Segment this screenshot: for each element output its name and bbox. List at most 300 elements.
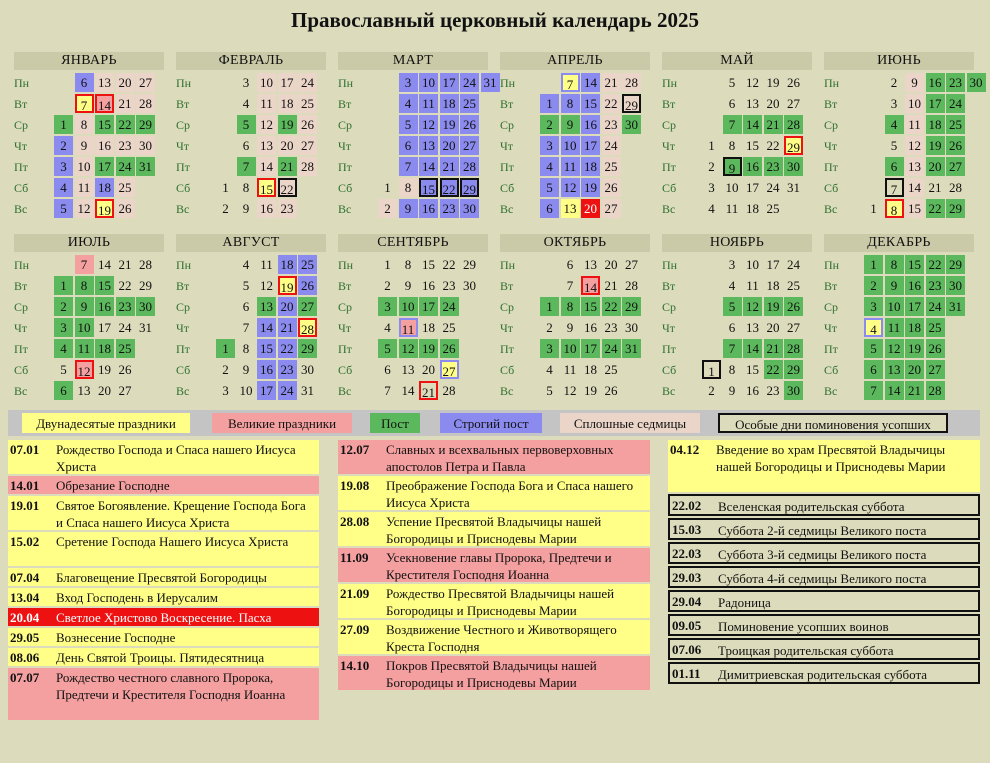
calendar-day[interactable]: 9 bbox=[885, 276, 904, 295]
calendar-day[interactable]: 26 bbox=[460, 115, 479, 134]
calendar-day[interactable]: 1 bbox=[54, 115, 73, 134]
calendar-day[interactable]: 4 bbox=[242, 96, 250, 111]
calendar-day[interactable]: 3 bbox=[890, 96, 898, 111]
calendar-day[interactable]: 2 bbox=[546, 320, 553, 335]
calendar-day[interactable]: 1 bbox=[384, 257, 391, 272]
calendar-day[interactable]: 1 bbox=[870, 201, 877, 216]
calendar-day[interactable]: 17 bbox=[766, 257, 780, 272]
calendar-day[interactable]: 16 bbox=[419, 199, 438, 218]
calendar-day[interactable]: 22 bbox=[764, 360, 783, 379]
calendar-day[interactable]: 24 bbox=[460, 73, 479, 92]
calendar-day[interactable]: 12 bbox=[563, 383, 577, 398]
calendar-day[interactable]: 2 bbox=[540, 115, 559, 134]
calendar-day[interactable]: 22 bbox=[602, 94, 621, 113]
calendar-day[interactable]: 28 bbox=[926, 381, 945, 400]
calendar-day[interactable]: 18 bbox=[584, 362, 597, 377]
calendar-day[interactable]: 30 bbox=[136, 136, 155, 155]
calendar-day[interactable]: 26 bbox=[118, 362, 132, 377]
calendar-day[interactable]: 29 bbox=[784, 360, 803, 379]
calendar-day[interactable]: 14 bbox=[581, 73, 600, 92]
calendar-day[interactable]: 5 bbox=[723, 297, 742, 316]
calendar-day[interactable]: 29 bbox=[136, 115, 155, 134]
calendar-day[interactable]: 18 bbox=[440, 94, 459, 113]
calendar-day[interactable]: 6 bbox=[864, 360, 883, 379]
calendar-day[interactable]: 17 bbox=[926, 94, 945, 113]
calendar-day[interactable]: 12 bbox=[75, 199, 94, 218]
calendar-day[interactable]: 22 bbox=[440, 178, 459, 197]
calendar-day[interactable]: 16 bbox=[95, 136, 114, 155]
calendar-day[interactable]: 23 bbox=[278, 199, 297, 218]
calendar-day[interactable]: 22 bbox=[926, 255, 945, 274]
calendar-day[interactable]: 10 bbox=[257, 73, 276, 92]
calendar-day[interactable]: 11 bbox=[885, 318, 904, 337]
calendar-day[interactable]: 27 bbox=[298, 136, 317, 155]
calendar-day[interactable]: 5 bbox=[237, 115, 256, 134]
calendar-day[interactable]: 24 bbox=[946, 94, 965, 113]
calendar-day[interactable]: 12 bbox=[399, 339, 418, 358]
calendar-day[interactable]: 30 bbox=[622, 115, 641, 134]
calendar-day[interactable]: 23 bbox=[766, 383, 780, 398]
calendar-day[interactable]: 8 bbox=[728, 138, 736, 153]
calendar-day[interactable]: 5 bbox=[864, 339, 883, 358]
calendar-day[interactable]: 2 bbox=[384, 278, 391, 293]
calendar-day[interactable]: 19 bbox=[764, 297, 783, 316]
calendar-day[interactable]: 4 bbox=[546, 362, 553, 377]
calendar-day[interactable]: 31 bbox=[787, 180, 800, 195]
calendar-day[interactable]: 21 bbox=[118, 257, 132, 272]
calendar-day[interactable]: 9 bbox=[728, 383, 736, 398]
calendar-day[interactable]: 26 bbox=[926, 339, 945, 358]
calendar-day[interactable]: 13 bbox=[885, 360, 904, 379]
calendar-day[interactable]: 4 bbox=[399, 94, 418, 113]
calendar-day[interactable]: 5 bbox=[728, 75, 736, 90]
calendar-day[interactable]: 16 bbox=[257, 199, 276, 218]
calendar-day[interactable]: 19 bbox=[766, 75, 780, 90]
calendar-day[interactable]: 31 bbox=[301, 383, 314, 398]
calendar-day[interactable]: 12 bbox=[905, 136, 924, 155]
calendar-day[interactable]: 27 bbox=[118, 383, 132, 398]
calendar-day[interactable]: 1 bbox=[540, 297, 559, 316]
calendar-day[interactable]: 18 bbox=[95, 178, 114, 197]
calendar-day[interactable]: 28 bbox=[298, 318, 317, 337]
calendar-day[interactable]: 7 bbox=[561, 73, 580, 92]
calendar-day[interactable]: 13 bbox=[561, 199, 580, 218]
calendar-day[interactable]: 29 bbox=[139, 278, 152, 293]
calendar-day[interactable]: 23 bbox=[442, 278, 456, 293]
calendar-day[interactable]: 6 bbox=[728, 96, 736, 111]
calendar-day[interactable]: 7 bbox=[384, 383, 391, 398]
calendar-day[interactable]: 28 bbox=[949, 180, 962, 195]
calendar-day[interactable]: 14 bbox=[905, 178, 924, 197]
calendar-day[interactable]: 15 bbox=[95, 276, 114, 295]
calendar-day[interactable]: 16 bbox=[257, 360, 276, 379]
calendar-day[interactable]: 24 bbox=[602, 136, 621, 155]
calendar-day[interactable]: 7 bbox=[723, 115, 742, 134]
calendar-day[interactable]: 18 bbox=[278, 94, 297, 113]
calendar-day[interactable]: 10 bbox=[905, 94, 924, 113]
calendar-day[interactable]: 21 bbox=[764, 339, 783, 358]
calendar-day[interactable]: 15 bbox=[581, 94, 600, 113]
calendar-day[interactable]: 22 bbox=[278, 339, 297, 358]
calendar-day[interactable]: 3 bbox=[540, 136, 559, 155]
calendar-day[interactable]: 7 bbox=[885, 178, 904, 197]
calendar-day[interactable]: 27 bbox=[440, 360, 459, 379]
calendar-day[interactable]: 6 bbox=[566, 257, 574, 272]
calendar-day[interactable]: 16 bbox=[584, 320, 597, 335]
calendar-day[interactable]: 25 bbox=[766, 201, 780, 216]
calendar-day[interactable]: 8 bbox=[242, 341, 250, 356]
calendar-day[interactable]: 3 bbox=[864, 297, 883, 316]
calendar-day[interactable]: 25 bbox=[442, 320, 456, 335]
calendar-day[interactable]: 25 bbox=[460, 94, 479, 113]
calendar-day[interactable]: 4 bbox=[54, 178, 73, 197]
calendar-day[interactable]: 8 bbox=[561, 94, 580, 113]
calendar-day[interactable]: 17 bbox=[440, 73, 459, 92]
calendar-day[interactable]: 21 bbox=[278, 157, 297, 176]
calendar-day[interactable]: 5 bbox=[54, 199, 73, 218]
calendar-day[interactable]: 30 bbox=[463, 278, 476, 293]
calendar-day[interactable]: 25 bbox=[602, 157, 621, 176]
calendar-day[interactable]: 28 bbox=[622, 73, 641, 92]
calendar-day[interactable]: 20 bbox=[905, 360, 924, 379]
calendar-day[interactable]: 12 bbox=[743, 297, 762, 316]
calendar-day[interactable]: 2 bbox=[708, 159, 715, 174]
calendar-day[interactable]: 24 bbox=[766, 180, 780, 195]
calendar-day[interactable]: 21 bbox=[602, 73, 621, 92]
calendar-day[interactable]: 23 bbox=[604, 320, 618, 335]
calendar-day[interactable]: 2 bbox=[378, 199, 397, 218]
calendar-day[interactable]: 28 bbox=[784, 339, 803, 358]
calendar-day[interactable]: 26 bbox=[784, 297, 803, 316]
calendar-day[interactable]: 11 bbox=[419, 94, 438, 113]
calendar-day[interactable]: 11 bbox=[260, 257, 273, 272]
calendar-day[interactable]: 12 bbox=[257, 115, 276, 134]
calendar-day[interactable]: 4 bbox=[708, 201, 715, 216]
calendar-day[interactable]: 9 bbox=[566, 320, 574, 335]
calendar-day[interactable]: 4 bbox=[885, 115, 904, 134]
calendar-day[interactable]: 4 bbox=[728, 278, 736, 293]
calendar-day[interactable]: 6 bbox=[75, 73, 94, 92]
calendar-day[interactable]: 31 bbox=[946, 297, 965, 316]
calendar-day[interactable]: 31 bbox=[622, 339, 641, 358]
calendar-day[interactable]: 12 bbox=[75, 360, 94, 379]
calendar-day[interactable]: 24 bbox=[787, 257, 800, 272]
calendar-day[interactable]: 26 bbox=[116, 199, 135, 218]
calendar-day[interactable]: 18 bbox=[766, 278, 780, 293]
calendar-day[interactable]: 8 bbox=[75, 115, 94, 134]
calendar-day[interactable]: 31 bbox=[481, 73, 500, 92]
calendar-day[interactable]: 9 bbox=[242, 362, 250, 377]
calendar-day[interactable]: 19 bbox=[278, 115, 297, 134]
calendar-day[interactable]: 10 bbox=[419, 73, 438, 92]
calendar-day[interactable]: 30 bbox=[967, 73, 986, 92]
calendar-day[interactable]: 29 bbox=[784, 136, 803, 155]
calendar-day[interactable]: 14 bbox=[98, 257, 111, 272]
calendar-day[interactable]: 9 bbox=[723, 157, 742, 176]
calendar-day[interactable]: 18 bbox=[581, 157, 600, 176]
calendar-day[interactable]: 3 bbox=[708, 180, 715, 195]
calendar-day[interactable]: 2 bbox=[222, 201, 229, 216]
calendar-day[interactable]: 26 bbox=[298, 276, 317, 295]
calendar-day[interactable]: 29 bbox=[622, 297, 641, 316]
calendar-day[interactable]: 12 bbox=[419, 115, 438, 134]
calendar-day[interactable]: 19 bbox=[95, 199, 114, 218]
calendar-day[interactable]: 31 bbox=[139, 320, 152, 335]
calendar-day[interactable]: 6 bbox=[242, 299, 250, 314]
calendar-day[interactable]: 17 bbox=[257, 381, 276, 400]
calendar-day[interactable]: 10 bbox=[75, 318, 94, 337]
calendar-day[interactable]: 16 bbox=[422, 278, 435, 293]
calendar-day[interactable]: 23 bbox=[116, 136, 135, 155]
calendar-day[interactable]: 26 bbox=[604, 383, 618, 398]
calendar-day[interactable]: 22 bbox=[926, 199, 945, 218]
calendar-day[interactable]: 11 bbox=[746, 278, 759, 293]
calendar-day[interactable]: 18 bbox=[422, 320, 435, 335]
calendar-day[interactable]: 20 bbox=[422, 362, 435, 377]
calendar-day[interactable]: 1 bbox=[864, 255, 883, 274]
calendar-day[interactable]: 13 bbox=[584, 257, 597, 272]
calendar-day[interactable]: 28 bbox=[784, 115, 803, 134]
calendar-day[interactable]: 15 bbox=[95, 115, 114, 134]
calendar-day[interactable]: 25 bbox=[116, 178, 135, 197]
calendar-day[interactable]: 27 bbox=[926, 360, 945, 379]
calendar-day[interactable]: 21 bbox=[764, 115, 783, 134]
calendar-day[interactable]: 10 bbox=[725, 180, 739, 195]
calendar-day[interactable]: 17 bbox=[278, 73, 297, 92]
calendar-day[interactable]: 27 bbox=[787, 320, 800, 335]
calendar-day[interactable]: 8 bbox=[885, 255, 904, 274]
calendar-day[interactable]: 5 bbox=[378, 339, 397, 358]
calendar-day[interactable]: 22 bbox=[118, 278, 132, 293]
calendar-day[interactable]: 7 bbox=[242, 320, 250, 335]
calendar-day[interactable]: 8 bbox=[399, 178, 418, 197]
calendar-day[interactable]: 16 bbox=[743, 157, 762, 176]
calendar-day[interactable]: 18 bbox=[278, 255, 297, 274]
calendar-day[interactable]: 4 bbox=[540, 157, 559, 176]
calendar-day[interactable]: 14 bbox=[95, 94, 114, 113]
calendar-day[interactable]: 3 bbox=[399, 73, 418, 92]
calendar-day[interactable]: 18 bbox=[746, 201, 759, 216]
calendar-day[interactable]: 3 bbox=[540, 339, 559, 358]
calendar-day[interactable]: 27 bbox=[787, 96, 800, 111]
calendar-day[interactable]: 9 bbox=[242, 201, 250, 216]
calendar-day[interactable]: 4 bbox=[384, 320, 391, 335]
calendar-day[interactable]: 24 bbox=[440, 297, 459, 316]
calendar-day[interactable]: 15 bbox=[746, 362, 759, 377]
calendar-day[interactable]: 14 bbox=[885, 381, 904, 400]
calendar-day[interactable]: 12 bbox=[746, 75, 759, 90]
calendar-day[interactable]: 16 bbox=[905, 276, 924, 295]
calendar-day[interactable]: 3 bbox=[242, 75, 250, 90]
calendar-day[interactable]: 6 bbox=[540, 199, 559, 218]
calendar-day[interactable]: 21 bbox=[604, 278, 618, 293]
calendar-day[interactable]: 3 bbox=[222, 383, 229, 398]
calendar-day[interactable]: 26 bbox=[787, 75, 800, 90]
calendar-day[interactable]: 19 bbox=[98, 362, 111, 377]
calendar-day[interactable]: 9 bbox=[905, 73, 924, 92]
calendar-day[interactable]: 13 bbox=[77, 383, 91, 398]
calendar-day[interactable]: 12 bbox=[260, 278, 273, 293]
calendar-day[interactable]: 22 bbox=[766, 138, 780, 153]
calendar-day[interactable]: 13 bbox=[905, 157, 924, 176]
calendar-day[interactable]: 6 bbox=[728, 320, 736, 335]
calendar-day[interactable]: 25 bbox=[116, 339, 135, 358]
calendar-day[interactable]: 4 bbox=[864, 318, 883, 337]
calendar-day[interactable]: 11 bbox=[257, 94, 276, 113]
calendar-day[interactable]: 14 bbox=[257, 318, 276, 337]
calendar-day[interactable]: 30 bbox=[946, 276, 965, 295]
calendar-day[interactable]: 11 bbox=[75, 339, 94, 358]
calendar-day[interactable]: 14 bbox=[743, 339, 762, 358]
calendar-day[interactable]: 26 bbox=[440, 339, 459, 358]
calendar-day[interactable]: 13 bbox=[746, 96, 759, 111]
calendar-day[interactable]: 17 bbox=[905, 297, 924, 316]
calendar-day[interactable]: 7 bbox=[864, 381, 883, 400]
calendar-day[interactable]: 5 bbox=[890, 138, 898, 153]
calendar-day[interactable]: 9 bbox=[399, 199, 418, 218]
calendar-day[interactable]: 12 bbox=[885, 339, 904, 358]
calendar-day[interactable]: 22 bbox=[116, 115, 135, 134]
calendar-day[interactable]: 22 bbox=[278, 178, 297, 197]
calendar-day[interactable]: 30 bbox=[136, 297, 155, 316]
calendar-day[interactable]: 14 bbox=[581, 276, 600, 295]
calendar-day[interactable]: 20 bbox=[116, 73, 135, 92]
calendar-day[interactable]: 25 bbox=[946, 115, 965, 134]
calendar-day[interactable]: 27 bbox=[625, 257, 638, 272]
calendar-day[interactable]: 7 bbox=[237, 157, 256, 176]
calendar-day[interactable]: 29 bbox=[460, 178, 479, 197]
calendar-day[interactable]: 13 bbox=[257, 297, 276, 316]
calendar-day[interactable]: 29 bbox=[946, 255, 965, 274]
calendar-day[interactable]: 13 bbox=[401, 362, 415, 377]
calendar-day[interactable]: 13 bbox=[257, 136, 276, 155]
calendar-day[interactable]: 17 bbox=[581, 339, 600, 358]
calendar-day[interactable]: 30 bbox=[460, 199, 479, 218]
calendar-day[interactable]: 25 bbox=[604, 362, 618, 377]
calendar-day[interactable]: 16 bbox=[746, 383, 759, 398]
calendar-day[interactable]: 24 bbox=[926, 297, 945, 316]
calendar-day[interactable]: 2 bbox=[708, 383, 715, 398]
calendar-day[interactable]: 14 bbox=[257, 157, 276, 176]
calendar-day[interactable]: 23 bbox=[440, 199, 459, 218]
calendar-day[interactable]: 3 bbox=[378, 297, 397, 316]
calendar-day[interactable]: 8 bbox=[242, 180, 250, 195]
calendar-day[interactable]: 15 bbox=[422, 257, 435, 272]
calendar-day[interactable]: 1 bbox=[540, 94, 559, 113]
calendar-day[interactable]: 26 bbox=[946, 136, 965, 155]
calendar-day[interactable]: 17 bbox=[581, 136, 600, 155]
calendar-day[interactable]: 11 bbox=[905, 115, 924, 134]
calendar-day[interactable]: 1 bbox=[384, 180, 391, 195]
calendar-day[interactable]: 25 bbox=[298, 255, 317, 274]
calendar-day[interactable]: 24 bbox=[298, 73, 317, 92]
calendar-day[interactable]: 29 bbox=[463, 257, 476, 272]
calendar-day[interactable]: 22 bbox=[442, 257, 456, 272]
calendar-day[interactable]: 16 bbox=[926, 73, 945, 92]
calendar-day[interactable]: 14 bbox=[419, 157, 438, 176]
calendar-day[interactable]: 17 bbox=[746, 180, 759, 195]
calendar-day[interactable]: 18 bbox=[926, 115, 945, 134]
calendar-day[interactable]: 8 bbox=[404, 257, 412, 272]
calendar-day[interactable]: 28 bbox=[136, 94, 155, 113]
calendar-day[interactable]: 28 bbox=[625, 278, 638, 293]
calendar-day[interactable]: 27 bbox=[136, 73, 155, 92]
calendar-day[interactable]: 10 bbox=[239, 383, 253, 398]
calendar-day[interactable]: 23 bbox=[116, 297, 135, 316]
calendar-day[interactable]: 17 bbox=[95, 157, 114, 176]
calendar-day[interactable]: 6 bbox=[54, 381, 73, 400]
calendar-day[interactable]: 12 bbox=[561, 178, 580, 197]
calendar-day[interactable]: 7 bbox=[75, 255, 94, 274]
calendar-day[interactable]: 1 bbox=[216, 339, 235, 358]
calendar-day[interactable]: 3 bbox=[54, 157, 73, 176]
calendar-day[interactable]: 2 bbox=[890, 75, 898, 90]
calendar-day[interactable]: 23 bbox=[602, 115, 621, 134]
calendar-day[interactable]: 26 bbox=[602, 178, 621, 197]
calendar-day[interactable]: 20 bbox=[278, 297, 297, 316]
calendar-day[interactable]: 24 bbox=[602, 339, 621, 358]
calendar-day[interactable]: 31 bbox=[136, 157, 155, 176]
calendar-day[interactable]: 11 bbox=[561, 157, 580, 176]
calendar-day[interactable]: 3 bbox=[728, 257, 736, 272]
calendar-day[interactable]: 30 bbox=[625, 320, 638, 335]
calendar-day[interactable]: 15 bbox=[581, 297, 600, 316]
calendar-day[interactable]: 30 bbox=[301, 362, 314, 377]
calendar-day[interactable]: 5 bbox=[242, 278, 250, 293]
calendar-day[interactable]: 21 bbox=[419, 381, 438, 400]
calendar-day[interactable]: 20 bbox=[926, 157, 945, 176]
calendar-day[interactable]: 4 bbox=[242, 257, 250, 272]
calendar-day[interactable]: 1 bbox=[708, 138, 715, 153]
calendar-day[interactable]: 11 bbox=[75, 178, 94, 197]
calendar-day[interactable]: 23 bbox=[278, 360, 297, 379]
calendar-day[interactable]: 9 bbox=[75, 136, 94, 155]
calendar-day[interactable]: 30 bbox=[784, 157, 803, 176]
calendar-day[interactable]: 7 bbox=[723, 339, 742, 358]
calendar-day[interactable]: 15 bbox=[746, 138, 759, 153]
calendar-day[interactable]: 9 bbox=[75, 297, 94, 316]
calendar-day[interactable]: 24 bbox=[278, 381, 297, 400]
calendar-day[interactable]: 21 bbox=[278, 318, 297, 337]
calendar-day[interactable]: 7 bbox=[75, 94, 94, 113]
calendar-day[interactable]: 6 bbox=[399, 136, 418, 155]
calendar-day[interactable]: 13 bbox=[419, 136, 438, 155]
calendar-day[interactable]: 5 bbox=[399, 115, 418, 134]
calendar-day[interactable]: 1 bbox=[702, 360, 721, 379]
calendar-day[interactable]: 30 bbox=[784, 381, 803, 400]
calendar-day[interactable]: 15 bbox=[257, 178, 276, 197]
calendar-day[interactable]: 20 bbox=[581, 199, 600, 218]
calendar-day[interactable]: 14 bbox=[743, 115, 762, 134]
calendar-day[interactable]: 19 bbox=[905, 339, 924, 358]
calendar-day[interactable]: 8 bbox=[75, 276, 94, 295]
calendar-day[interactable]: 2 bbox=[54, 297, 73, 316]
calendar-day[interactable]: 21 bbox=[928, 180, 942, 195]
calendar-day[interactable]: 28 bbox=[460, 157, 479, 176]
calendar-day[interactable]: 23 bbox=[926, 276, 945, 295]
calendar-day[interactable]: 21 bbox=[116, 94, 135, 113]
calendar-day[interactable]: 2 bbox=[222, 362, 229, 377]
calendar-day[interactable]: 1 bbox=[222, 180, 229, 195]
calendar-day[interactable]: 27 bbox=[460, 136, 479, 155]
calendar-day[interactable]: 18 bbox=[95, 339, 114, 358]
calendar-day[interactable]: 7 bbox=[566, 278, 574, 293]
calendar-day[interactable]: 10 bbox=[75, 157, 94, 176]
calendar-day[interactable]: 1 bbox=[54, 276, 73, 295]
calendar-day[interactable]: 19 bbox=[584, 383, 597, 398]
calendar-day[interactable]: 24 bbox=[118, 320, 132, 335]
calendar-day[interactable]: 10 bbox=[561, 136, 580, 155]
